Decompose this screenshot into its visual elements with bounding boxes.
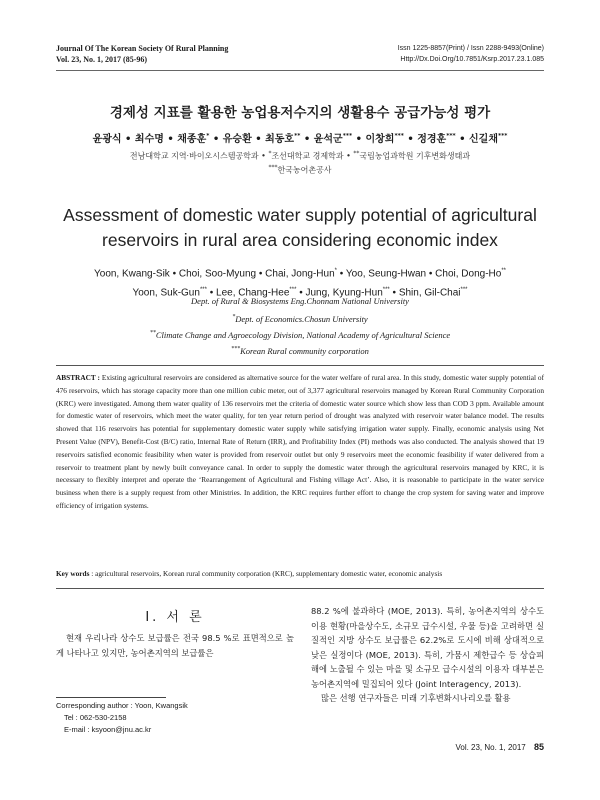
journal-volume: Vol. 23, No. 1, 2017 (85-96) — [56, 55, 148, 64]
footnote-email[interactable]: E-mail : ksyoon@jnu.ac.kr — [64, 725, 152, 734]
english-title-line1: Assessment of domestic water supply potential of agricultural — [63, 205, 537, 225]
journal-header — [56, 43, 228, 65]
doi-link[interactable]: Http://Dx.Doi.Org/10.7851/Ksrp.2017.23.1.085 — [400, 56, 544, 63]
english-affiliation-3: **Climate Change and Agroecology Division, National Academy of Agricultural Science — [149, 329, 451, 340]
section-heading: Ⅰ. 서 론 — [145, 610, 205, 625]
right-column — [311, 604, 544, 706]
footnote-author: Corresponding author : Yoon, Kwangsik — [56, 701, 188, 710]
abstract-text: Existing agricultural reservoirs are considered as alternative source for the water welfare of rural area. In this study, domestic water supply potential of 476 reservoirs, which has storage capacity more than one million cubic meter, out of 3,377 agricultural reservoirs managed by Korean Rural Community Corporation (KRC) were investigated. Among them water quality of 136 reservoirs met the criteria of domestic water source which show less than COD 3 ppm. Available amount for domestic water of reservoirs, which meet the water quality, for ten year return period of drought was analyzed with reservoir water balance model. The results showed that 116 reservoirs has potential for supplementary domestic water supply while satisfying irrigation water supply. Finally, economic analysis using Net Present Value (NPV), Benefit-Cost (B/C) ratio, Internal Rate of Return (IRR), and Profitability Index (PI) methods was also conducted. The analysis showed that 19 reservoirs satisfied economic feasibility when water is provided from reservoir outlet but only 9 reservoirs meet the economic feasibility if water delivered from a reservoir to treatment plant by newly built conveyance canal. In order to supply the domestic water through the agricultural reservoirs managed by KRC, it is necessary to flexibly interpret and operate the ‘Rearrangement of Agricultural and Fishing village Act’. Also, it is reasonable to participate in the water service business when there is a supply request from other Ministries. In addition, the KRC requires further effort to change the crop system for saving water and improve efficiency of irrigation systems. — [56, 373, 544, 510]
left-column — [56, 631, 294, 660]
keywords: Key words : agricultural reservoirs, Korean rural community corporation (KRC), supplementary domestic water, economic analysis — [56, 569, 443, 578]
english-affiliation-1: Dept. of Rural & Biosystems Eng.Chonnam National University — [191, 296, 409, 306]
header-divider — [56, 70, 544, 71]
abstract — [56, 372, 544, 513]
issn: Issn 1225-8857(Print) / Issn 2288-9493(Online) — [397, 45, 544, 52]
footnote-tel: Tel : 062-530-2158 — [64, 713, 127, 722]
right-paragraph-2: 많은 선행 연구자들은 미래 기후변화시나리오를 활용 — [321, 693, 511, 703]
korean-authors: 윤광식 • 최수명 • 채종훈* • 유승환 • 최동호** • 윤석군*** • 이창희*** • 정경훈*** • 신길채*** — [92, 132, 508, 145]
abstract-bottom-rule — [56, 588, 544, 589]
left-paragraph: 현재 우리나라 상수도 보급률은 전국 98.5 %로 표면적으로 높게 나타나고 있지만, 농어촌지역의 보급률은 — [56, 633, 294, 658]
english-affiliation-2: *Dept. of Economics.Chosun University — [232, 313, 368, 324]
page-number: 85 — [533, 742, 544, 752]
footer-volume: Vol. 23, No. 1, 2017 — [455, 743, 526, 752]
english-authors-line1: Yoon, Kwang-Sik • Choi, Soo-Myung • Chai, Jong-Hun* • Yoo, Seung-Hwan • Choi, Dong-Ho** — [94, 268, 506, 280]
abstract-top-rule — [56, 365, 544, 366]
corresponding-author-note — [56, 700, 294, 736]
english-title — [40, 203, 560, 253]
korean-title: 경제성 지표를 활용한 농업용저수지의 생활용수 공급가능성 평가 — [109, 105, 491, 121]
english-authors-line2: Yoon, Suk-Gun*** • Lee, Chang-Hee*** • Jung, Kyung-Hun*** • Shin, Gil-Chai*** — [132, 287, 468, 299]
right-paragraph-1: 88.2 %에 불과하다 (MOE, 2013). 특히, 농어촌지역의 상수도 이용 현황(마을상수도, 소규모 급수시설, 우물 등)을 고려하면 실질적인 지방 상수도 보급률은 62.2%로 도시에 비해 상대적으로 낮은 실정이다 (MOE, 2013). 특히, 가뭄시 제한급수 등 상습피해에 노출될 수 있는 마을 및 소규모 급수시설의 이용자 대부분은 농어촌지역에 밀집되어 있다 (Joint Interagency, 2013). — [311, 606, 544, 689]
english-affiliation-4: ***Korean Rural community corporation — [231, 345, 369, 356]
journal-name: Journal Of The Korean Society Of Rural Planning — [56, 44, 229, 53]
page-footer — [455, 742, 544, 752]
abstract-label: ABSTRACT : — [56, 373, 100, 382]
keywords-text: agricultural reservoirs, Korean rural community corporation (KRC), supplementary domestic water, economic analysis — [95, 569, 443, 578]
english-title-line2: reservoirs in rural area considering economic index — [102, 230, 498, 250]
footnote-rule — [56, 697, 166, 698]
korean-affiliation: 전남대학교 지역·바이오시스템공학과 • *조선대학교 경제학과 • **국립농업과학원 기후변화생태과 — [129, 150, 471, 161]
issn-header — [398, 43, 544, 65]
korean-affiliation-2: ***한국농어촌공사 — [268, 164, 332, 175]
keywords-label: Key words — [56, 569, 90, 578]
